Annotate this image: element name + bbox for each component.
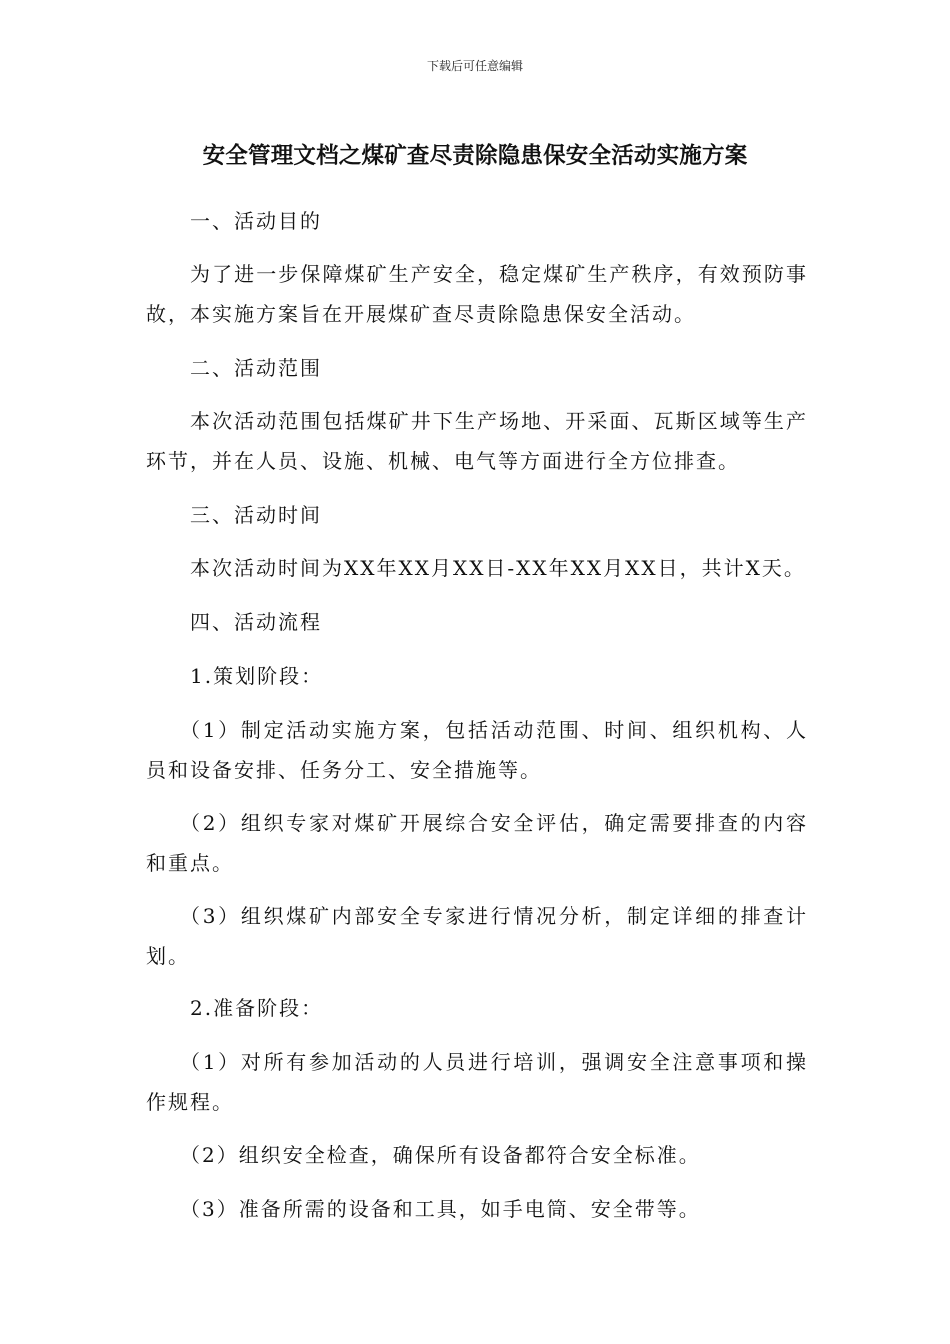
stage-2-heading: 2.准备阶段： <box>190 996 324 1020</box>
header-note: 下载后可任意编辑 <box>426 59 523 73</box>
document-title: 安全管理文档之煤矿查尽责除隐患保安全活动实施方案 <box>202 143 748 169</box>
section-3-paragraph: 本次活动时间为XX年XX月XX日-XX年XX月XX日，共计X天。 <box>190 556 806 580</box>
stage-1-item-3: （3）组织煤矿内部安全专家进行情况分析，制定详细的排查计划。 <box>146 904 808 968</box>
stage-1-item-1: （1）制定活动实施方案，包括活动范围、时间、组织机构、人员和设备安排、任务分工、安全措施等。 <box>146 718 808 782</box>
section-4-heading: 四、活动流程 <box>190 610 322 634</box>
stage-2-item-3: （3）准备所需的设备和工具，如手电筒、安全带等。 <box>180 1197 701 1221</box>
section-3-heading: 三、活动时间 <box>190 503 322 527</box>
section-2-paragraph: 本次活动范围包括煤矿井下生产场地、开采面、瓦斯区域等生产环节，并在人员、设施、机械、电气等方面进行全方位排查。 <box>146 409 808 473</box>
stage-1-heading: 1.策划阶段： <box>190 664 324 688</box>
section-2-heading: 二、活动范围 <box>190 356 322 380</box>
section-1-paragraph: 为了进一步保障煤矿生产安全，稳定煤矿生产秩序，有效预防事故，本实施方案旨在开展煤矿查尽责除隐患保安全活动。 <box>146 262 808 326</box>
section-1-heading: 一、活动目的 <box>190 209 322 233</box>
stage-1-item-2: （2）组织专家对煤矿开展综合安全评估，确定需要排查的内容和重点。 <box>146 811 808 875</box>
stage-2-item-1: （1）对所有参加活动的人员进行培训，强调安全注意事项和操作规程。 <box>146 1050 808 1114</box>
stage-2-item-2: （2）组织安全检查，确保所有设备都符合安全标准。 <box>180 1143 701 1167</box>
